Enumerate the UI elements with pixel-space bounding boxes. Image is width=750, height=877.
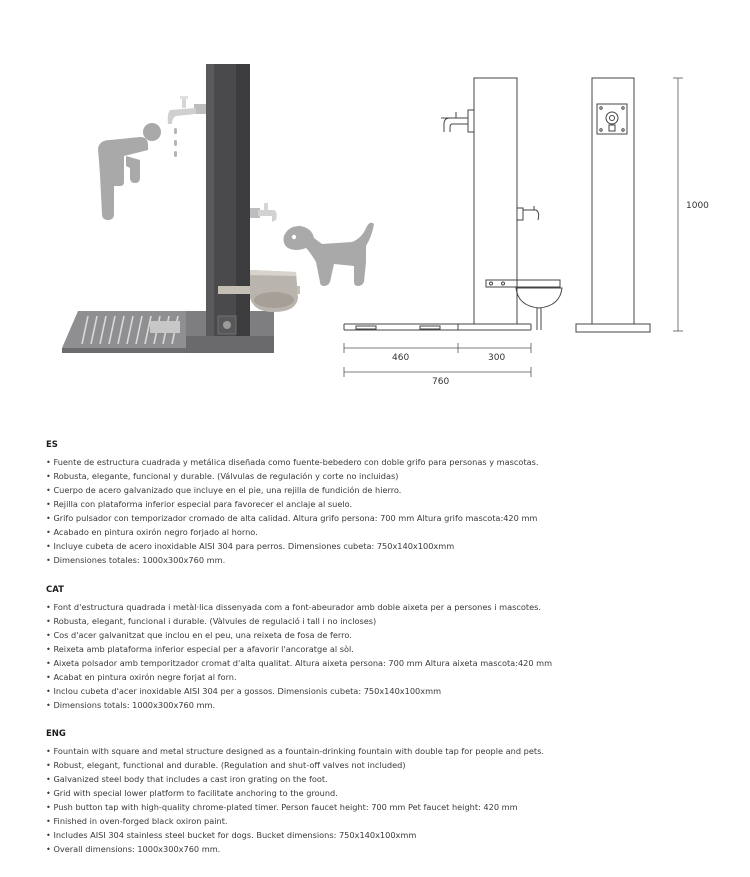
list-item: • Robusta, elegant, funcional i durable. (Vàlvules de regulació i tall i no incloses): [46, 614, 726, 628]
person-tap: [168, 96, 206, 124]
list-item: • Incluye cubeta de acero inoxidable AISI 304 para perros. Dimensiones cubeta: 750x140x100xmm: [46, 539, 726, 553]
list-item: • Dimensions totals: 1000x300x760 mm.: [46, 698, 726, 712]
section-es: [46, 440, 726, 567]
list-item: • Galvanized steel body that includes a cast iron grating on the foot.: [46, 772, 726, 786]
list-item: • Fountain with square and metal structure designed as a fountain-drinking fountain with double tap for people and pets.: [46, 744, 726, 758]
person-drinking-icon: [98, 123, 161, 220]
section-title: ENG: [46, 729, 66, 739]
stainless-bucket: [250, 270, 298, 312]
list-item: • Includes AISI 304 stainless steel bucket for dogs. Bucket dimensions: 750x140x100xmm: [46, 828, 726, 842]
section-eng: [46, 729, 726, 856]
list-item: • Cuerpo de acero galvanizado que incluye en el pie, una rejilla de fundición de hierro.: [46, 483, 726, 497]
water-drops-icon: [174, 128, 177, 157]
feature-list: [46, 455, 726, 567]
list-item: • Robust, elegant, functional and durable. (Regulation and shut-off valves not included): [46, 758, 726, 772]
list-item: • Reixeta amb plataforma inferior especial per a afavorir l'ancoratge al sòl.: [46, 642, 726, 656]
dimension-bucket-label: 300: [488, 353, 506, 363]
product-figure: [0, 0, 750, 420]
list-item: • Inclou cubeta d'acer inoxidable AISI 304 per a gossos. Dimensionis cubeta: 750x140x100xmm: [46, 684, 726, 698]
list-item: • Font d'estructura quadrada i metàl·lica dissenyada com a font-abeurador amb doble aixeta per a persones i mascotes.: [46, 600, 726, 614]
dimension-total-width-label: 760: [432, 377, 450, 387]
list-item: • Acabado en pintura oxirón negro forjado al horno.: [46, 525, 726, 539]
list-item: • Finished in oven-forged black oxiron paint.: [46, 814, 726, 828]
list-item: • Grifo pulsador con temporizador cromado de alta calidad. Altura grifo persona: 700 mm Altura grifo mascota:420 mm: [46, 511, 726, 525]
list-item: • Acabat en pintura oxirón negre forjat al forn.: [46, 670, 726, 684]
fountain-column: [206, 64, 250, 336]
dimension-platform-label: 460: [392, 353, 410, 363]
pet-tap: [250, 203, 277, 222]
list-item: • Rejilla con plataforma inferior especial para favorecer el anclaje al suelo.: [46, 497, 726, 511]
list-item: • Grid with special lower platform to facilitate anchoring to the ground.: [46, 786, 726, 800]
list-item: • Cos d'acer galvanitzat que inclou en el peu, una reixeta de fosa de ferro.: [46, 628, 726, 642]
dog-icon: [284, 223, 375, 286]
feature-list: [46, 744, 726, 856]
product-photo: [62, 64, 374, 353]
list-item: • Fuente de estructura cuadrada y metálica diseñada como fuente-bebedero con doble grifo para personas y mascotas.: [46, 455, 726, 469]
feature-list: [46, 600, 726, 712]
dimension-height-label: 1000: [686, 201, 709, 211]
drawing-person-tap: [441, 110, 474, 132]
section-cat: [46, 585, 726, 712]
list-item: • Dimensiones totales: 1000x300x760 mm.: [46, 553, 726, 567]
list-item: • Aixeta polsador amb temporitzador cromat d'alta qualitat. Altura aixeta persona: 700 mm Altura aixeta mascota:420 mm: [46, 656, 726, 670]
list-item: • Overall dimensions: 1000x300x760 mm.: [46, 842, 726, 856]
drawing-pet-tap: [517, 206, 539, 220]
list-item: • Push button tap with high-quality chrome-plated timer. Person faucet height: 700 mm Pet faucet height: 420 mm: [46, 800, 726, 814]
list-item: • Robusta, elegante, funcional y durable. (Válvulas de regulación y corte no incluidas): [46, 469, 726, 483]
section-title: ES: [46, 440, 58, 450]
technical-drawing-front: [344, 78, 562, 330]
section-title: CAT: [46, 585, 64, 595]
technical-drawing-side: [576, 78, 650, 332]
